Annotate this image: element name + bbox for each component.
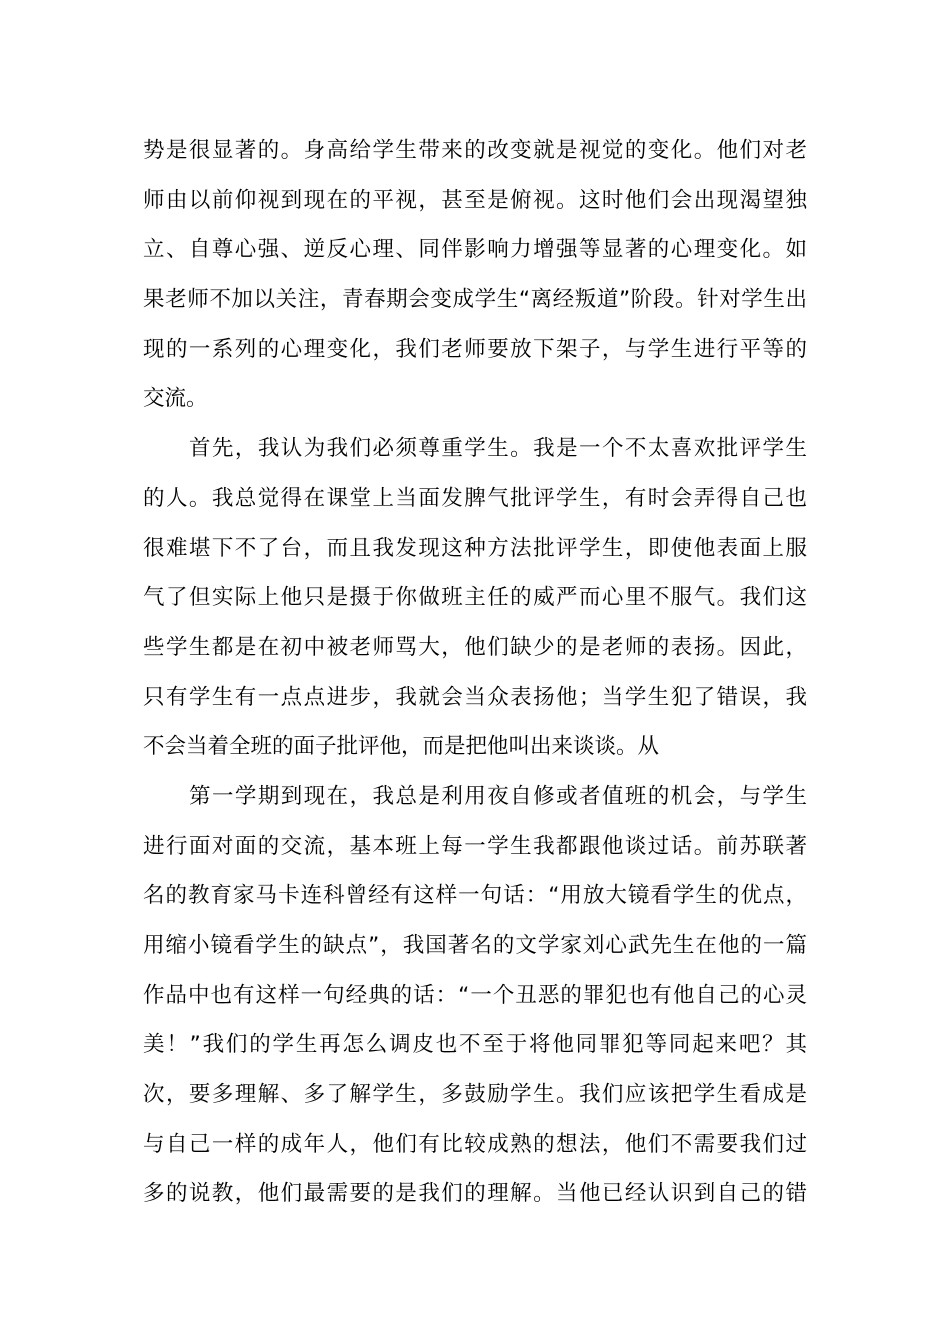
text-line: 果老师不加以关注，青春期会变成学生“离经叛道”阶段。针对学生出	[143, 287, 807, 313]
text-line: 多的说教，他们最需要的是我们的理解。当他已经认识到自己的错	[143, 1181, 807, 1207]
text-line: 第一学期到现在，我总是利用夜自修或者值班的机会，与学生	[189, 783, 807, 809]
text-line: 气了但实际上他只是摄于你做班主任的威严而心里不服气。我们这	[143, 585, 807, 611]
text-line: 美！”我们的学生再怎么调皮也不至于将他同罪犯等同起来吧？其	[143, 1032, 807, 1058]
text-line: 只有学生有一点点进步，我就会当众表扬他；当学生犯了错误，我	[143, 684, 807, 710]
text-line: 立、自尊心强、逆反心理、同伴影响力增强等显著的心理变化。如	[143, 237, 807, 263]
text-line: 现的一系列的心理变化，我们老师要放下架子，与学生进行平等的	[143, 336, 807, 362]
text-line: 交流。	[143, 386, 208, 412]
text-line: 首先，我认为我们必须尊重学生。我是一个不太喜欢批评学生	[189, 436, 807, 462]
text-line: 名的教育家马卡连科曾经有这样一句话：“用放大镜看学生的优点，	[143, 883, 807, 909]
text-line: 势是很显著的。身高给学生带来的改变就是视觉的变化。他们对老	[143, 138, 807, 163]
text-line: 的人。我总觉得在课堂上当面发脾气批评学生，有时会弄得自己也	[143, 485, 807, 511]
text-line: 师由以前仰视到现在的平视，甚至是俯视。这时他们会出现渴望独	[143, 187, 807, 213]
text-line: 作品中也有这样一句经典的话：“一个丑恶的罪犯也有他自己的心灵	[143, 982, 807, 1008]
text-line: 些学生都是在初中被老师骂大，他们缺少的是老师的表扬。因此，	[143, 634, 807, 660]
text-line: 与自己一样的成年人，他们有比较成熟的想法，他们不需要我们过	[143, 1131, 807, 1157]
text-line: 不会当着全班的面子批评他，而是把他叫出来谈谈。从	[143, 734, 660, 760]
text-line: 用缩小镜看学生的缺点”，我国著名的文学家刘心武先生在他的一篇	[143, 933, 807, 958]
text-line: 很难堪下不了台，而且我发现这种方法批评学生，即使他表面上服	[143, 535, 807, 561]
text-line: 进行面对面的交流，基本班上每一学生我都跟他谈过话。前苏联著	[143, 833, 807, 859]
text-line: 次，要多理解、多了解学生，多鼓励学生。我们应该把学生看成是	[143, 1082, 807, 1108]
body-text	[143, 126, 807, 1219]
